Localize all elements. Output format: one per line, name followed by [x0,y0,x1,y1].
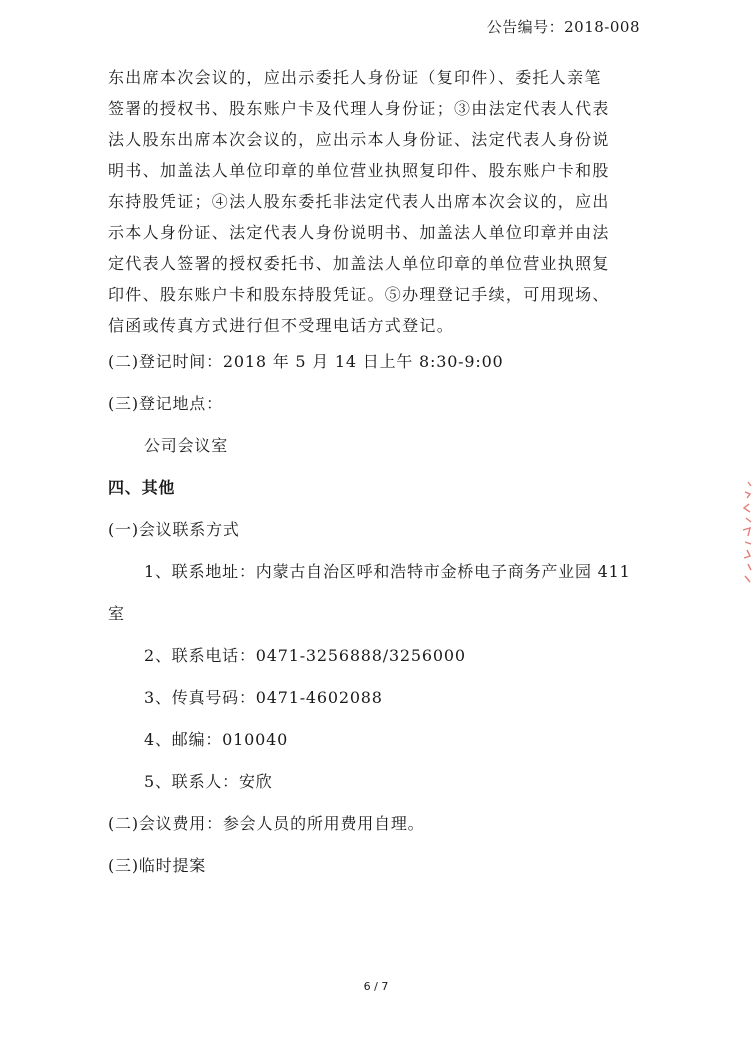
contact-address-line2: 室 [108,604,125,623]
paragraph-line: 印件、股东账户卡和股东持股凭证。⑤办理登记手续，可用现场、 [108,285,610,304]
announcement-number: 公告编号：2018-008 [486,18,640,36]
paragraph-line: 东持股凭证；④法人股东委托非法定代表人出席本次会议的，应出 [108,192,610,211]
contact-person: 5、联系人：安欣 [144,772,273,791]
contact-postcode: 4、邮编：010040 [144,730,289,749]
contact-address-line1: 1、联系地址：内蒙古自治区呼和浩特市金桥电子商务产业园 411 [144,562,631,581]
paragraph-line: 明书、加盖法人单位印章的单位营业执照复印件、股东账户卡和股 [108,161,610,180]
registration-time: (二)登记时间：2018 年 5 月 14 日上午 8:30-9:00 [108,352,504,371]
contact-heading: (一)会议联系方式 [108,520,240,539]
paragraph-line: 信函或传真方式进行但不受理电话方式登记。 [108,316,455,335]
paragraph-line: 签署的授权书、股东账户卡及代理人身份证；③由法定代表人代表 [108,99,610,118]
page-number: 6 / 7 [363,980,389,993]
paragraph-line: 东出席本次会议的，应出示委托人身份证（复印件）、委托人亲笔 [108,68,602,87]
contact-phone: 2、联系电话：0471-3256888/3256000 [144,646,466,665]
paragraph-line: 示本人身份证、法定代表人身份说明书、加盖法人单位印章并由法 [108,223,610,242]
document-body [108,62,648,887]
temporary-proposal: (三)临时提案 [108,856,207,875]
contact-fax: 3、传真号码：0471-4602088 [144,688,383,707]
registration-place-label: (三)登记地点： [108,394,223,413]
section-four-heading: 四、其他 [108,478,176,497]
registration-requirements-paragraph [108,62,648,341]
registration-place: 公司会议室 [144,436,229,455]
meeting-fee: (二)会议费用：参会人员的所用费用自理。 [108,814,425,833]
paragraph-line: 定代表人签署的授权委托书、加盖法人单位印章的单位营业执照复 [108,254,610,273]
seal-edge-fragment [738,478,752,588]
paragraph-line: 法人股东出席本次会议的，应出示本人身份证、法定代表人身份说 [108,130,610,149]
